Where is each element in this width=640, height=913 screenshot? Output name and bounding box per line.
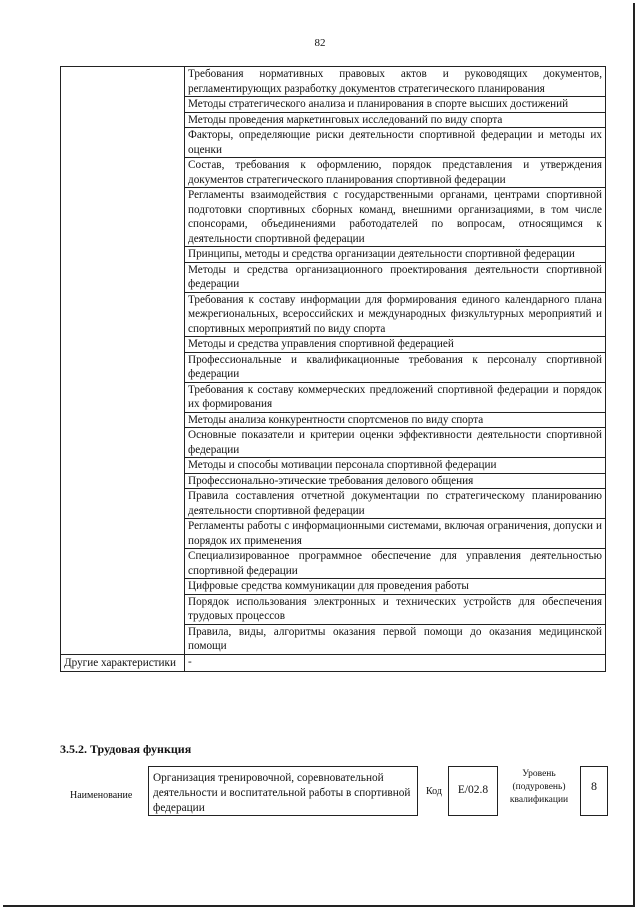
requirement-item: Порядок использования электронных и технических устройств для обеспечения трудовых процессов [185,594,606,624]
qualification-level-value: 8 [580,766,608,816]
requirement-item: Состав, требования к оформлению, порядок представления и утверждения документов стратегического планирования спортивной федерации [185,158,606,188]
requirement-item: Регламенты взаимодействия с государственными органами, центрами спортивной подготовки спортивных сборных команд, внешними организациями, в том числе спонсорами, объединениями работодателей по вопросам, относящимся к деятельности спортивной федерации [185,188,606,247]
code-label: Код [426,786,442,797]
name-label: Наименование [70,790,133,801]
requirement-item: Основные показатели и критерии оценки эффективности деятельности спортивной федерации [185,428,606,458]
table-row-other [61,654,606,672]
requirement-item: Профессиональные и квалификационные требования к персоналу спортивной федерации [185,352,606,382]
page-number: 82 [314,37,326,49]
requirement-item: Правила, виды, алгоритмы оказания первой помощи до оказания медицинской помощи [185,624,606,654]
requirement-item: Методы и способы мотивации персонала спортивной федерации [185,458,606,474]
requirement-item: Регламенты работы с информационными системами, включая ограничения, допуски и порядок их применения [185,519,606,549]
requirement-item: Требования к составу информации для формирования единого календарного плана межрегиональных, всероссийских и международных физкультурных мероприятий и спортивных мероприятий по виду спорта [185,292,606,337]
requirement-item: Правила составления отчетной документации по стратегическому планированию деятельности спортивной федерации [185,489,606,519]
requirement-item: Факторы, определяющие риски деятельности спортивной федерации и методы их оценки [185,128,606,158]
requirement-item: Методы и средства управления спортивной федерацией [185,337,606,353]
requirement-item: Требования нормативных правовых актов и руководящих документов, регламентирующих разработку документов стратегического планирования [185,67,606,97]
other-characteristics-value: - [185,654,606,672]
requirement-item: Требования к составу коммерческих предложений спортивной федерации и порядок их формирования [185,382,606,412]
requirement-item: Профессионально-этические требования делового общения [185,473,606,489]
section-heading: 3.5.2. Трудовая функция [60,742,192,756]
requirement-item: Методы проведения маркетинговых исследований по виду спорта [185,112,606,128]
requirement-item: Принципы, методы и средства организации деятельности спортивной федерации [185,247,606,263]
table-row [61,67,606,97]
requirement-item: Специализированное программное обеспечение для управления деятельностью спортивной федерации [185,549,606,579]
function-name-value: Организация тренировочной, соревновательной деятельности и воспитательной работы в спортивной федерации [148,766,418,816]
qualification-level-label: Уровень (подуровень) квалификации [509,769,569,805]
row-group-label-empty [61,67,185,655]
requirement-item: Методы стратегического анализа и планирования в спорте высших достижений [185,97,606,113]
requirements-table [60,66,606,672]
labor-function-row [60,766,608,820]
requirement-item: Методы анализа конкурентности спортсменов по виду спорта [185,412,606,428]
other-characteristics-label: Другие характеристики [61,654,185,672]
function-code-value: E/02.8 [448,766,498,816]
requirement-item: Методы и средства организационного проектирования деятельности спортивной федерации [185,262,606,292]
requirement-item: Цифровые средства коммуникации для проведения работы [185,579,606,595]
